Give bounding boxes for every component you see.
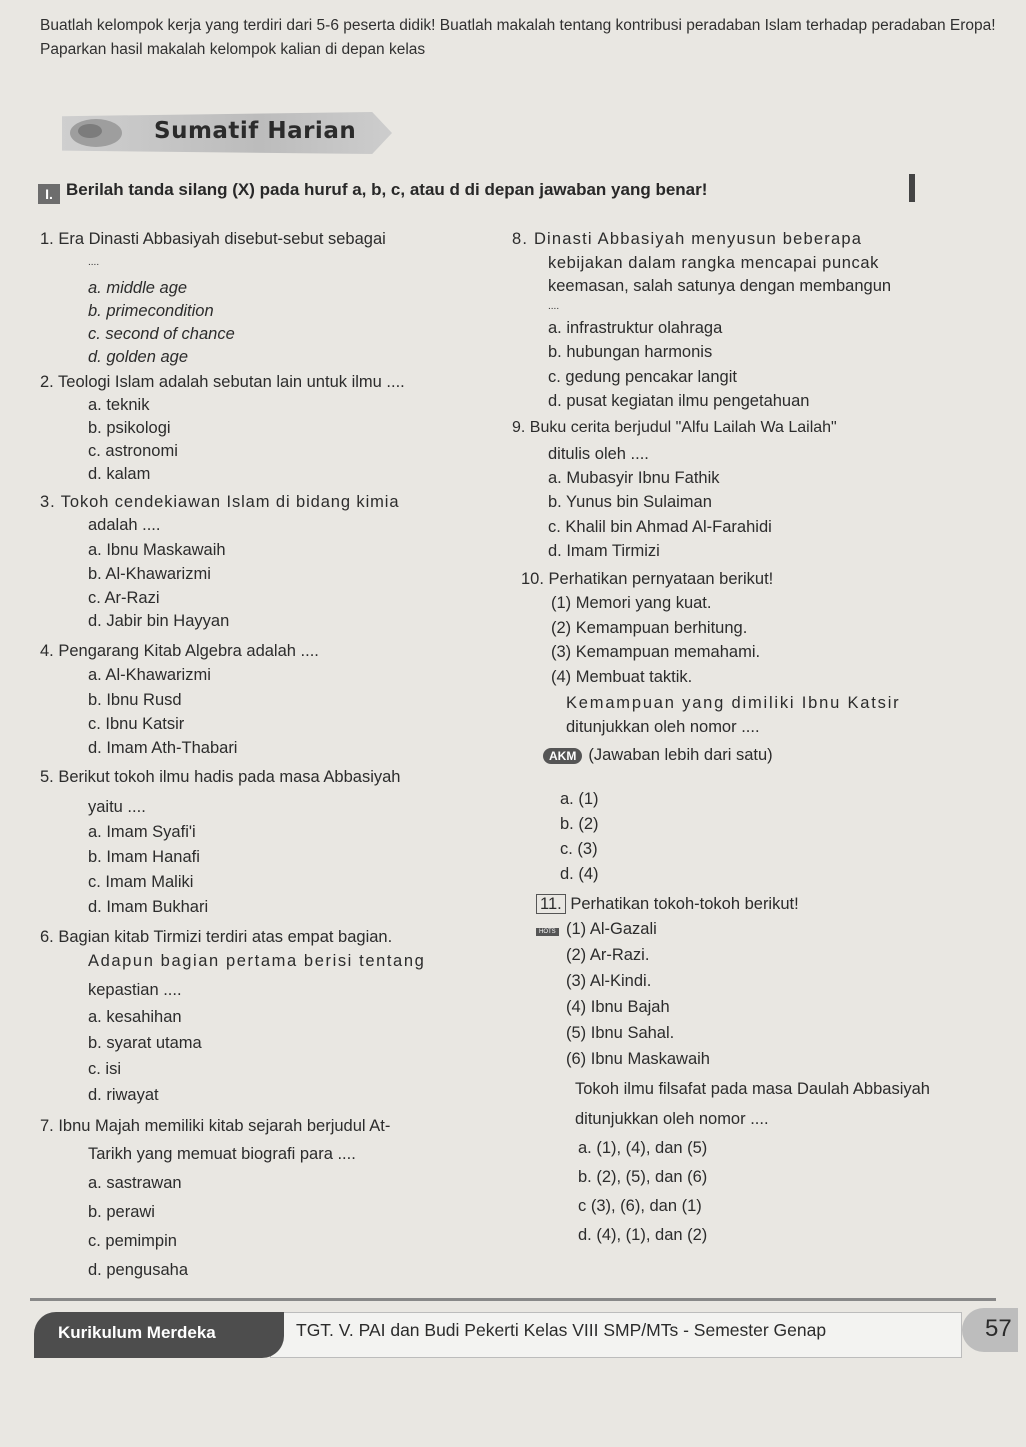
question-7-option-c[interactable]: c. pemimpin <box>88 1232 177 1250</box>
question-2-option-a[interactable]: a. teknik <box>88 396 150 414</box>
question-11-statement-3: (3) Al-Kindi. <box>566 972 652 990</box>
question-1-cont: .... <box>88 257 100 268</box>
question-5-option-a[interactable]: a. Imam Syafi'i <box>88 823 196 841</box>
question-1-option-c[interactable]: c. second of chance <box>88 325 235 343</box>
footer-divider <box>30 1298 996 1301</box>
question-9-cont: ditulis oleh .... <box>548 445 649 463</box>
question-10-stem: 10. Perhatikan pernyataan berikut! <box>521 570 774 588</box>
banner-title: Sumatif Harian <box>154 118 357 144</box>
question-3-option-a[interactable]: a. Ibnu Maskawaih <box>88 541 226 559</box>
question-10-akm-note <box>543 744 773 767</box>
question-10-option-d[interactable]: d. (4) <box>560 865 599 883</box>
question-5-option-c[interactable]: c. Imam Maliki <box>88 873 194 891</box>
question-7-option-a[interactable]: a. sastrawan <box>88 1174 182 1192</box>
question-8-cont-2: keemasan, salah satunya dengan membangun <box>548 277 892 295</box>
question-11-option-a[interactable]: a. (1), (4), dan (5) <box>578 1139 708 1157</box>
question-1-option-b[interactable]: b. primecondition <box>88 302 214 320</box>
question-7-stem: 7. Ibnu Majah memiliki kitab sejarah berjudul At- <box>40 1117 391 1135</box>
question-6-option-d[interactable]: d. riwayat <box>88 1086 159 1104</box>
curriculum-label: Kurikulum Merdeka <box>58 1323 216 1342</box>
question-5-stem: 5. Berikut tokoh ilmu hadis pada masa Abbasiyah <box>40 768 401 786</box>
question-5-option-b[interactable]: b. Imam Hanafi <box>88 848 200 866</box>
question-11-statement-1: (1) Al-Gazali <box>566 920 657 938</box>
question-10-statement-2: (2) Kemampuan berhitung. <box>551 619 748 637</box>
book-title: TGT. V. PAI dan Budi Pekerti Kelas VIII SMP/MTs - Semester Genap <box>296 1320 827 1340</box>
question-11-stem: Perhatikan tokoh-tokoh berikut! <box>570 895 799 913</box>
leaf-ornament-icon <box>66 114 126 152</box>
question-3-option-d[interactable]: d. Jabir bin Hayyan <box>88 612 230 630</box>
question-9-option-c[interactable]: c. Khalil bin Ahmad Al-Farahidi <box>548 518 772 536</box>
question-9-option-d[interactable]: d. Imam Tirmizi <box>548 542 660 560</box>
question-2-option-b[interactable]: b. psikologi <box>88 419 171 437</box>
question-10-option-c[interactable]: c. (3) <box>560 840 598 858</box>
akm-badge: AKM <box>543 748 582 764</box>
question-11-option-c[interactable]: c (3), (6), dan (1) <box>578 1197 702 1215</box>
question-6-cont-2: kepastian .... <box>88 981 182 999</box>
instruction-text: Berilah tanda silang (X) pada huruf a, b, c, atau d di depan jawaban yang benar! <box>66 180 708 199</box>
question-6-option-c[interactable]: c. isi <box>88 1060 121 1078</box>
question-4-option-b[interactable]: b. Ibnu Rusd <box>88 691 182 709</box>
page-footer <box>0 1298 1026 1368</box>
question-10-cont-1: Kemampuan yang dimiliki Ibnu Katsir <box>566 694 901 712</box>
question-11-stem-row <box>536 893 799 915</box>
question-4-option-a[interactable]: a. Al-Khawarizmi <box>88 666 211 684</box>
question-4-option-d[interactable]: d. Imam Ath-Thabari <box>88 739 238 757</box>
question-1-option-a[interactable]: a. middle age <box>88 279 188 297</box>
question-11-option-d[interactable]: d. (4), (1), dan (2) <box>578 1226 708 1244</box>
question-11-badge-row <box>536 920 563 943</box>
question-10-cont-2: ditunjukkan oleh nomor .... <box>566 718 760 736</box>
question-5-cont: yaitu .... <box>88 798 146 816</box>
question-4-stem: 4. Pengarang Kitab Algebra adalah .... <box>40 642 319 660</box>
question-6-stem: 6. Bagian kitab Tirmizi terdiri atas empat bagian. <box>40 928 393 946</box>
question-3-cont: adalah .... <box>88 516 161 534</box>
question-3-option-c[interactable]: c. Ar-Razi <box>88 589 160 607</box>
question-5-option-d[interactable]: d. Imam Bukhari <box>88 898 209 916</box>
question-11-statement-4: (4) Ibnu Bajah <box>566 998 670 1016</box>
question-8-option-a[interactable]: a. infrastruktur olahraga <box>548 319 723 337</box>
question-11-cont-2: ditunjukkan oleh nomor .... <box>575 1110 769 1128</box>
question-1-option-d[interactable]: d. golden age <box>88 348 189 366</box>
question-2-option-c[interactable]: c. astronomi <box>88 442 178 460</box>
question-9-stem: 9. Buku cerita berjudul "Alfu Lailah Wa Lailah" <box>512 419 837 436</box>
question-11-option-b[interactable]: b. (2), (5), dan (6) <box>578 1168 708 1186</box>
question-6-option-a[interactable]: a. kesahihan <box>88 1008 182 1026</box>
question-8-option-d[interactable]: d. pusat kegiatan ilmu pengetahuan <box>548 392 810 410</box>
question-8-cont-3: .... <box>548 301 560 312</box>
question-10-statement-1: (1) Memori yang kuat. <box>551 594 712 612</box>
question-10-option-b[interactable]: b. (2) <box>560 815 599 833</box>
question-8-stem: 8. Dinasti Abbasiyah menyusun beberapa <box>512 230 863 248</box>
page-number: 57 <box>985 1315 1012 1342</box>
question-8-cont-1: kebijakan dalam rangka mencapai puncak <box>548 254 879 272</box>
question-2-stem: 2. Teologi Islam adalah sebutan lain untuk ilmu .... <box>40 373 405 391</box>
question-4-option-c[interactable]: c. Ibnu Katsir <box>88 715 185 733</box>
question-10-option-a[interactable]: a. (1) <box>560 790 599 808</box>
question-10-statement-4: (4) Membuat taktik. <box>551 668 693 686</box>
instruction-number: I. <box>38 184 60 204</box>
question-9-option-b[interactable]: b. Yunus bin Sulaiman <box>548 493 712 511</box>
question-8-option-c[interactable]: c. gedung pencakar langit <box>548 368 737 386</box>
hots-badge: HOTS <box>536 928 559 936</box>
question-11-cont-1: Tokoh ilmu filsafat pada masa Daulah Abbasiyah <box>575 1080 930 1098</box>
question-7-option-b[interactable]: b. perawi <box>88 1203 155 1221</box>
question-10-statement-3: (3) Kemampuan memahami. <box>551 643 761 661</box>
question-11-statement-6: (6) Ibnu Maskawaih <box>566 1050 710 1068</box>
question-2-option-d[interactable]: d. kalam <box>88 465 151 483</box>
question-7-cont: Tarikh yang memuat biografi para .... <box>88 1145 356 1163</box>
question-11-number: 11. <box>536 894 566 914</box>
question-11-statement-2: (2) Ar-Razi. <box>566 946 650 964</box>
intro-text: Buatlah kelompok kerja yang terdiri dari 5-6 peserta didik! Buatlah makalah tentang kontribusi peradaban Islam terhadap peradaban Eropa! Paparkan hasil makalah kelompok kalian di depan kelas <box>40 17 996 58</box>
question-3-stem: 3. Tokoh cendekiawan Islam di bidang kimia <box>40 493 400 511</box>
question-7-option-d[interactable]: d. pengusaha <box>88 1261 189 1279</box>
bookmark-icon <box>906 174 918 202</box>
question-6-cont-1: Adapun bagian pertama berisi tentang <box>88 952 426 970</box>
question-3-option-b[interactable]: b. Al-Khawarizmi <box>88 565 211 583</box>
question-6-option-b[interactable]: b. syarat utama <box>88 1034 202 1052</box>
question-11-statement-5: (5) Ibnu Sahal. <box>566 1024 675 1042</box>
question-1-stem: 1. Era Dinasti Abbasiyah disebut-sebut sebagai <box>40 230 386 248</box>
akm-note-text: (Jawaban lebih dari satu) <box>588 746 773 764</box>
section-banner <box>62 112 392 154</box>
question-9-option-a[interactable]: a. Mubasyir Ibnu Fathik <box>548 469 720 487</box>
question-8-option-b[interactable]: b. hubungan harmonis <box>548 343 713 361</box>
